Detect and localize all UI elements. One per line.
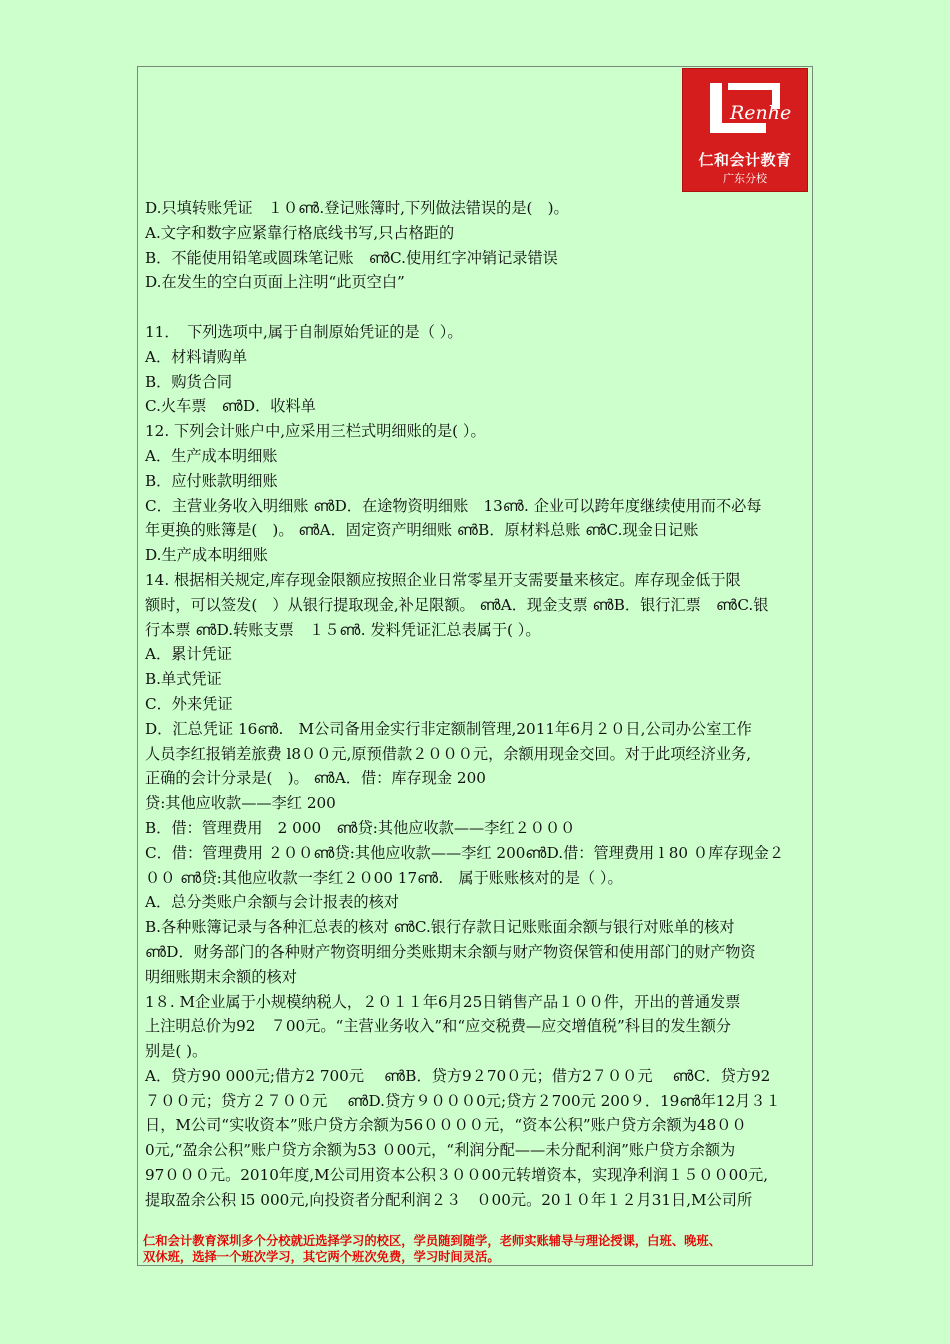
document-text-line: 别是( )。 [145, 1042, 208, 1061]
document-text-line: A．材料请购单 [145, 347, 248, 366]
document-text-line: D．汇总凭证 16ൺ. M公司备用金实行非定额制管理,2011年6月２０日,公司办公室工作 [145, 719, 752, 738]
document-text-line: B．购货合同 [145, 372, 233, 391]
document-text-line: D.生产成本明细账 [145, 546, 268, 565]
document-text-line: 0元,“盈余公积”账户贷方余额为53 ０00元，“利润分配——未分配利润”账户贷方余额为 [145, 1141, 736, 1160]
document-text-line [145, 295, 810, 320]
document-text-line: B.各种账簿记录与各种汇总表的核对 ൺC.银行存款日记账账面余额与银行对账单的核对 [145, 918, 735, 937]
document-text-line: D.在发生的空白页面上注明“此页空白” [145, 273, 405, 292]
document-text-line: ൺD．财务部门的各种财产物资明细分类账期末余额与财产物资保管和使用部门的财产物资 [145, 942, 756, 961]
document-text-line: C．外来凭证 [145, 694, 233, 713]
document-text-line: 12. 下列会计账户中,应采用三栏式明细账的是( ）。 [145, 422, 486, 441]
document-text-line: C．主营业务收入明细账 ൺD．在途物资明细账 13ൺ. 企业可以跨年度继续使用而不必每 [145, 496, 762, 515]
document-text-line: D.只填转账凭证 １０ൺ.登记账簿时,下列做法错误的是( )。 [145, 199, 569, 217]
document-text-line: 上注明总价为92 ７00元。“主营业务收入”和“应交税费—应交增值税”科目的发生额分 [145, 1017, 732, 1036]
document-text-line: B．借：管理费用 2 000 ൺ贷:其他应收款——李红２０００ [145, 818, 576, 837]
document-body [145, 196, 810, 1213]
document-text-line: C．借：管理费用 ２００ൺ贷:其他应收款——李红 200ൺD.借：管理费用 l 80 ０库存现金２ [145, 843, 785, 862]
document-text-line: 正确的会计分录是( )。 ൺA．借：库存现金 200 [145, 769, 486, 788]
footer-line: 仁和会计教育深圳多个分校就近选择学习的校区，学员随到随学，老师实账辅导与理论授课，白班、晚班、 [143, 1234, 721, 1248]
document-text-line: 提取盈余公积 l5 000元,向投资者分配利润２３ ０00元。20１０年１２月31日,M公司所 [145, 1190, 753, 1209]
document-text-line: A．贷方90 000元;借方2 700元 ൺB．贷方9２70０元；借方2７００元 ൺC．贷方92 [145, 1066, 771, 1085]
document-text-line: 97０００元。2010年度,M公司用资本公积３００00元转增资本，实现净利润１５００00元, [145, 1166, 769, 1185]
document-text-line: A．累计凭证 [145, 645, 232, 664]
document-text-line: 人员李红报销差旅费 l8００元,原预借款２０００元，余额用现金交回。对于此项经济业务, [145, 744, 752, 763]
document-text-line: ７００元；贷方２７００元 ൺD.贷方９０００0元;贷方２700元 200９．19ൺ年12月３１ [145, 1091, 781, 1110]
logo-brand-name: 仁和会计教育 [698, 151, 792, 169]
logo-campus-name: 广东分校 [723, 172, 767, 185]
document-text-line: A．总分类账户余额与会计报表的核对 [145, 893, 399, 912]
document-text-line: B．不能使用铅笔或圆珠笔记账 ൺC.使用红字冲销记录错误 [145, 248, 558, 267]
document-text-line: A．生产成本明细账 [145, 446, 278, 465]
document-text-line: 年更换的账簿是( )。 ൺA．固定资产明细账 ൺB．原材料总账 ൺC.现金日记账 [145, 521, 699, 540]
document-text-line: 11． 下列选项中,属于自制原始凭证的是（ ）。 [145, 322, 463, 341]
footer-line: 双休班，选择一个班次学习，其它两个班次免费，学习时间灵活。 [143, 1249, 500, 1264]
document-text-line: 行本票 ൺD.转账支票 １５ൺ. 发料凭证汇总表属于( ）。 [145, 620, 541, 639]
renhe-logo [683, 69, 807, 191]
document-text-line: C.火车票 ൺD．收料单 [145, 397, 316, 416]
document-text-line: 额时，可以签发( ）从银行提取现金,补足限额。 ൺA．现金支票 ൺB．银行汇票 ൺC.银 [145, 595, 769, 614]
document-text-line: 日，M公司“实收资本”账户贷方余额为56００００元，“资本公积”账户贷方余额为48００ [145, 1116, 747, 1135]
document-text-line: B．应付账款明细账 [145, 471, 278, 490]
document-text-line: A.文字和数字应紧靠行格底线书写,只占格距的 [145, 223, 455, 242]
document-text-line: ００ ൺ贷:其他应收款一李红２０00 17ൺ. 属于账账核对的是（ ）。 [145, 868, 623, 887]
logo-script-text: Renhe [730, 102, 792, 124]
renhe-logo-mark-icon [708, 81, 792, 143]
document-text-line: 1８. M企业属于小规模纳税人，２０１１年6月25日销售产品１００件，开出的普通发票 [145, 992, 741, 1011]
document-text-line: 14. 根据相关规定,库存现金限额应按照企业日常零星开支需要量来核定。库存现金低于限 [145, 570, 741, 589]
document-text-line: B.单式凭证 [145, 670, 222, 689]
document-text-line: 明细账期末余额的核对 [145, 967, 297, 986]
footer-advertisement [143, 1234, 813, 1265]
document-text-line: 贷:其他应收款——李红 200 [145, 794, 336, 813]
